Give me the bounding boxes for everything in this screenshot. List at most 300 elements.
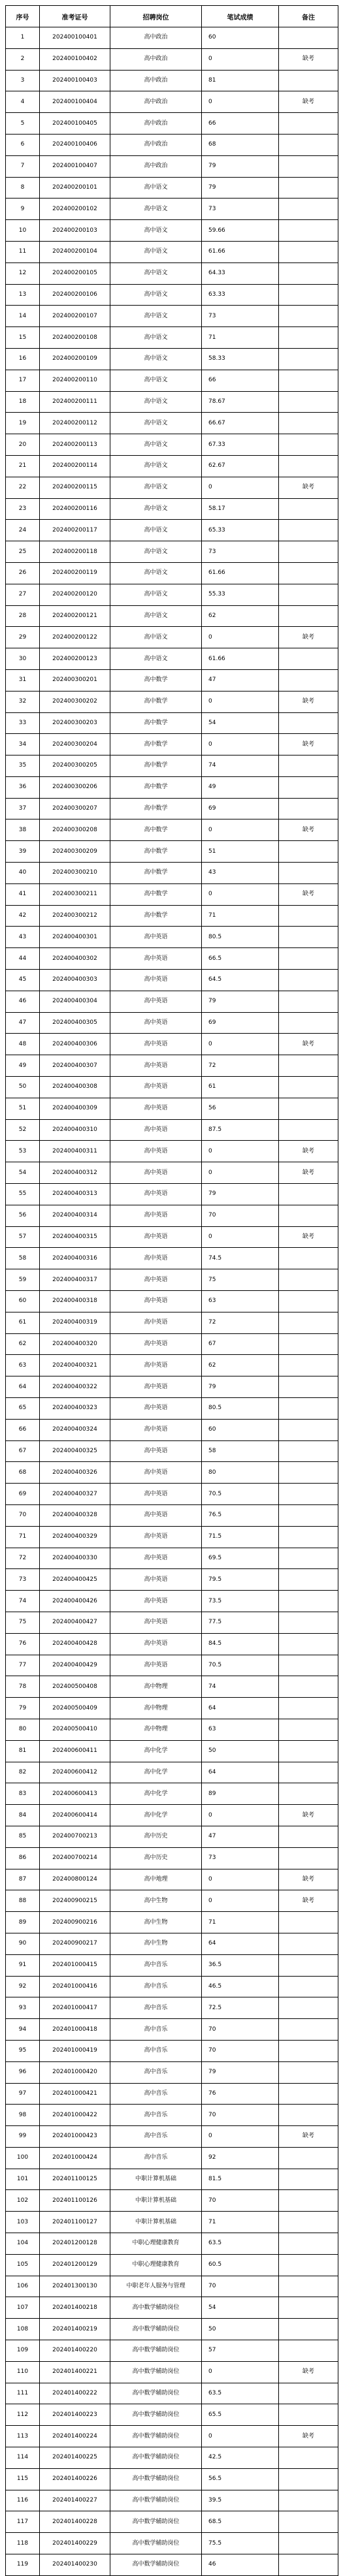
cell-position: 高中音乐 — [110, 2147, 202, 2169]
cell-score: 65.5 — [202, 2404, 279, 2426]
cell-index: 19 — [6, 413, 40, 434]
cell-position: 高中英语 — [110, 1633, 202, 1655]
cell-index: 100 — [6, 2147, 40, 2169]
cell-ticket-number: 202401000418 — [40, 2019, 110, 2041]
cell-position: 高中语文 — [110, 477, 202, 498]
cell-ticket-number: 202401000422 — [40, 2105, 110, 2126]
cell-position: 中职心理健康教育 — [110, 2254, 202, 2276]
cell-score: 77.5 — [202, 1612, 279, 1633]
cell-ticket-number: 202400100402 — [40, 48, 110, 70]
cell-position: 高中语文 — [110, 391, 202, 413]
cell-position: 高中英语 — [110, 1462, 202, 1484]
cell-ticket-number: 202400300209 — [40, 841, 110, 863]
cell-position: 高中英语 — [110, 1655, 202, 1676]
cell-position: 中职计算机基础 — [110, 2190, 202, 2212]
cell-index: 60 — [6, 1291, 40, 1312]
cell-index: 88 — [6, 1890, 40, 1912]
cell-score: 69.5 — [202, 1548, 279, 1569]
cell-remark — [279, 1826, 338, 1847]
table-row — [6, 134, 338, 155]
cell-score: 59.66 — [202, 220, 279, 242]
table-row — [6, 1184, 338, 1205]
cell-index: 8 — [6, 177, 40, 199]
cell-remark — [279, 1184, 338, 1205]
cell-ticket-number: 202400400315 — [40, 1226, 110, 1248]
cell-score: 58.17 — [202, 498, 279, 520]
cell-score: 67 — [202, 1333, 279, 1355]
cell-remark — [279, 1548, 338, 1569]
cell-index: 104 — [6, 2233, 40, 2255]
cell-ticket-number: 202400400427 — [40, 1612, 110, 1633]
cell-position: 高中英语 — [110, 1548, 202, 1569]
table-row — [6, 991, 338, 1012]
cell-remark: 缺考 — [279, 2126, 338, 2148]
cell-remark — [279, 584, 338, 605]
cell-ticket-number: 202401400229 — [40, 2533, 110, 2554]
cell-position: 高中英语 — [110, 1333, 202, 1355]
cell-ticket-number: 202400600414 — [40, 1805, 110, 1826]
table-row — [6, 2233, 338, 2255]
cell-ticket-number: 202400200120 — [40, 584, 110, 605]
cell-score: 0 — [202, 1226, 279, 1248]
cell-score: 63 — [202, 1291, 279, 1312]
cell-score: 65.33 — [202, 520, 279, 541]
cell-position: 高中数学 — [110, 669, 202, 691]
cell-position: 高中音乐 — [110, 1997, 202, 2019]
cell-ticket-number: 202401000419 — [40, 2040, 110, 2061]
table-row — [6, 1012, 338, 1034]
cell-position: 高中英语 — [110, 1205, 202, 1226]
table-row — [6, 541, 338, 563]
cell-ticket-number: 202401000417 — [40, 1997, 110, 2019]
cell-position: 高中语文 — [110, 177, 202, 199]
cell-score: 80.5 — [202, 1398, 279, 1420]
cell-remark — [279, 1633, 338, 1655]
cell-index: 84 — [6, 1805, 40, 1826]
cell-score: 62 — [202, 1355, 279, 1376]
cell-ticket-number: 202401400221 — [40, 2361, 110, 2383]
table-row — [6, 477, 338, 498]
cell-remark — [279, 1119, 338, 1141]
cell-remark: 缺考 — [279, 1226, 338, 1248]
cell-position: 高中数学辅助岗位 — [110, 2554, 202, 2576]
header-row — [6, 6, 338, 27]
cell-index: 107 — [6, 2297, 40, 2319]
table-row — [6, 819, 338, 841]
cell-position: 高中音乐 — [110, 2061, 202, 2083]
header-index: 序号 — [6, 6, 40, 27]
cell-remark — [279, 1762, 338, 1783]
cell-ticket-number: 202400400321 — [40, 1355, 110, 1376]
cell-ticket-number: 202400200115 — [40, 477, 110, 498]
cell-position: 高中数学辅助岗位 — [110, 2361, 202, 2383]
table-row — [6, 1248, 338, 1269]
table-row — [6, 1612, 338, 1633]
cell-index: 66 — [6, 1419, 40, 1440]
table-row — [6, 2468, 338, 2490]
cell-index: 112 — [6, 2404, 40, 2426]
cell-remark: 缺考 — [279, 734, 338, 755]
cell-remark — [279, 1098, 338, 1119]
cell-remark — [279, 970, 338, 991]
table-row — [6, 1269, 338, 1291]
cell-score: 75.5 — [202, 2533, 279, 2554]
cell-ticket-number: 202400200117 — [40, 520, 110, 541]
cell-index: 82 — [6, 1762, 40, 1783]
cell-ticket-number: 202400900215 — [40, 1890, 110, 1912]
cell-index: 65 — [6, 1398, 40, 1420]
cell-position: 高中数学辅助岗位 — [110, 2297, 202, 2319]
table-row — [6, 970, 338, 991]
cell-index: 72 — [6, 1548, 40, 1569]
cell-ticket-number: 202400400309 — [40, 1098, 110, 1119]
cell-score: 68 — [202, 134, 279, 155]
cell-remark — [279, 1912, 338, 1933]
cell-score: 79 — [202, 155, 279, 177]
cell-ticket-number: 202400300206 — [40, 776, 110, 798]
cell-score: 58.33 — [202, 348, 279, 370]
cell-score: 64 — [202, 1762, 279, 1783]
cell-remark: 缺考 — [279, 2426, 338, 2447]
cell-index: 87 — [6, 1869, 40, 1890]
cell-position: 高中数学 — [110, 905, 202, 927]
cell-position: 高中英语 — [110, 1376, 202, 1398]
table-row — [6, 1484, 338, 1505]
table-row — [6, 91, 338, 113]
cell-remark — [279, 1333, 338, 1355]
cell-position: 高中语文 — [110, 241, 202, 262]
header-remark: 备注 — [279, 6, 338, 27]
table-row — [6, 2426, 338, 2447]
cell-index: 111 — [6, 2383, 40, 2404]
cell-remark — [279, 2190, 338, 2212]
cell-position: 高中语文 — [110, 327, 202, 349]
cell-remark — [279, 648, 338, 670]
cell-position: 高中英语 — [110, 1077, 202, 1098]
cell-score: 63.5 — [202, 2383, 279, 2404]
table-row — [6, 1376, 338, 1398]
cell-position: 高中英语 — [110, 970, 202, 991]
cell-score: 61.66 — [202, 241, 279, 262]
cell-position: 高中音乐 — [110, 2083, 202, 2105]
cell-remark — [279, 2212, 338, 2233]
cell-remark — [279, 220, 338, 242]
cell-ticket-number: 202400300207 — [40, 798, 110, 819]
table-row — [6, 520, 338, 541]
cell-score: 0 — [202, 883, 279, 905]
cell-index: 59 — [6, 1269, 40, 1291]
cell-score: 79 — [202, 991, 279, 1012]
cell-position: 高中政治 — [110, 113, 202, 135]
cell-index: 101 — [6, 2169, 40, 2190]
table-row — [6, 1676, 338, 1698]
table-row — [6, 1826, 338, 1847]
cell-score: 71 — [202, 905, 279, 927]
cell-position: 高中数学 — [110, 841, 202, 863]
table-row — [6, 155, 338, 177]
table-row — [6, 841, 338, 863]
table-row — [6, 1569, 338, 1591]
cell-score: 72 — [202, 1312, 279, 1333]
cell-index: 77 — [6, 1655, 40, 1676]
cell-index: 110 — [6, 2361, 40, 2383]
cell-remark — [279, 2297, 338, 2319]
cell-position: 高中语文 — [110, 455, 202, 477]
table-row — [6, 1719, 338, 1740]
cell-remark — [279, 712, 338, 734]
cell-ticket-number: 202400100407 — [40, 155, 110, 177]
cell-index: 109 — [6, 2340, 40, 2362]
table-row — [6, 2490, 338, 2511]
cell-position: 高中政治 — [110, 27, 202, 49]
table-row — [6, 863, 338, 884]
cell-score: 87.5 — [202, 1119, 279, 1141]
table-row — [6, 1119, 338, 1141]
cell-score: 0 — [202, 1805, 279, 1826]
cell-index: 5 — [6, 113, 40, 135]
cell-score: 74.5 — [202, 1248, 279, 1269]
cell-remark — [279, 1462, 338, 1484]
table-row — [6, 584, 338, 605]
cell-ticket-number: 202400400429 — [40, 1655, 110, 1676]
cell-score: 64.33 — [202, 262, 279, 284]
table-row — [6, 1655, 338, 1676]
cell-position: 高中语文 — [110, 605, 202, 627]
table-row — [6, 648, 338, 670]
cell-score: 68.5 — [202, 2511, 279, 2533]
cell-position: 高中历史 — [110, 1847, 202, 1869]
table-row — [6, 1398, 338, 1420]
cell-score: 71 — [202, 327, 279, 349]
cell-remark — [279, 927, 338, 948]
table-row — [6, 220, 338, 242]
cell-remark — [279, 1997, 338, 2019]
cell-ticket-number: 202400300203 — [40, 712, 110, 734]
cell-index: 98 — [6, 2105, 40, 2126]
cell-ticket-number: 202400400425 — [40, 1569, 110, 1591]
cell-index: 116 — [6, 2490, 40, 2511]
cell-position: 高中数学辅助岗位 — [110, 2468, 202, 2490]
cell-position: 高中英语 — [110, 1012, 202, 1034]
cell-remark — [279, 1612, 338, 1633]
cell-remark — [279, 2276, 338, 2297]
cell-position: 高中音乐 — [110, 2105, 202, 2126]
cell-index: 92 — [6, 1976, 40, 1997]
cell-ticket-number: 202401400230 — [40, 2554, 110, 2576]
cell-index: 69 — [6, 1484, 40, 1505]
cell-remark: 缺考 — [279, 691, 338, 712]
cell-position: 高中音乐 — [110, 2019, 202, 2041]
cell-score: 80.5 — [202, 927, 279, 948]
cell-position: 高中数学辅助岗位 — [110, 2319, 202, 2340]
table-row — [6, 1698, 338, 1719]
cell-ticket-number: 202400400428 — [40, 1633, 110, 1655]
cell-ticket-number: 202401400219 — [40, 2319, 110, 2340]
cell-position: 高中数学辅助岗位 — [110, 2426, 202, 2447]
cell-position: 高中英语 — [110, 1034, 202, 1055]
table-row — [6, 262, 338, 284]
cell-position: 高中语文 — [110, 370, 202, 391]
table-row — [6, 2383, 338, 2404]
table-row — [6, 1504, 338, 1526]
cell-position: 高中音乐 — [110, 1954, 202, 1976]
cell-ticket-number: 202400200103 — [40, 220, 110, 242]
cell-ticket-number: 202400200102 — [40, 199, 110, 220]
cell-position: 中职计算机基础 — [110, 2169, 202, 2190]
cell-ticket-number: 202400400312 — [40, 1162, 110, 1184]
cell-position: 高中英语 — [110, 1269, 202, 1291]
cell-index: 2 — [6, 48, 40, 70]
cell-remark — [279, 2490, 338, 2511]
cell-ticket-number: 202400400329 — [40, 1526, 110, 1548]
cell-remark — [279, 498, 338, 520]
cell-score: 60 — [202, 1419, 279, 1440]
cell-remark — [279, 948, 338, 970]
cell-score: 0 — [202, 691, 279, 712]
table-row — [6, 562, 338, 584]
table-row — [6, 455, 338, 477]
cell-index: 47 — [6, 1012, 40, 1034]
cell-score: 62 — [202, 605, 279, 627]
cell-score: 0 — [202, 2126, 279, 2148]
cell-score: 70.5 — [202, 1484, 279, 1505]
cell-score: 56.5 — [202, 2468, 279, 2490]
cell-ticket-number: 202401000423 — [40, 2126, 110, 2148]
cell-index: 15 — [6, 327, 40, 349]
cell-remark: 缺考 — [279, 2361, 338, 2383]
cell-position: 高中英语 — [110, 1055, 202, 1077]
cell-index: 94 — [6, 2019, 40, 2041]
cell-index: 51 — [6, 1098, 40, 1119]
cell-index: 56 — [6, 1205, 40, 1226]
cell-index: 36 — [6, 776, 40, 798]
table-row — [6, 1055, 338, 1077]
cell-ticket-number: 202400400301 — [40, 927, 110, 948]
cell-remark — [279, 520, 338, 541]
cell-score: 66.5 — [202, 948, 279, 970]
cell-remark — [279, 1269, 338, 1291]
cell-score: 0 — [202, 1890, 279, 1912]
cell-index: 10 — [6, 220, 40, 242]
cell-remark — [279, 199, 338, 220]
cell-position: 高中语文 — [110, 284, 202, 306]
cell-ticket-number: 202401200129 — [40, 2254, 110, 2276]
cell-position: 高中政治 — [110, 155, 202, 177]
cell-position: 高中语文 — [110, 199, 202, 220]
cell-index: 4 — [6, 91, 40, 113]
cell-ticket-number: 202400200119 — [40, 562, 110, 584]
cell-remark — [279, 2319, 338, 2340]
cell-score: 70 — [202, 2019, 279, 2041]
cell-position: 高中政治 — [110, 91, 202, 113]
cell-index: 23 — [6, 498, 40, 520]
cell-ticket-number: 202400400305 — [40, 1012, 110, 1034]
table-row — [6, 1591, 338, 1612]
cell-remark — [279, 1248, 338, 1269]
cell-score: 75 — [202, 1269, 279, 1291]
cell-index: 97 — [6, 2083, 40, 2105]
cell-score: 0 — [202, 1869, 279, 1890]
cell-ticket-number: 202400200105 — [40, 262, 110, 284]
cell-ticket-number: 202400200114 — [40, 455, 110, 477]
table-row — [6, 1226, 338, 1248]
table-row — [6, 2061, 338, 2083]
cell-score: 47 — [202, 1826, 279, 1847]
cell-remark — [279, 991, 338, 1012]
cell-ticket-number: 202401400223 — [40, 2404, 110, 2426]
cell-index: 26 — [6, 562, 40, 584]
cell-ticket-number: 202400400313 — [40, 1184, 110, 1205]
cell-ticket-number: 202400300205 — [40, 755, 110, 777]
cell-index: 91 — [6, 1954, 40, 1976]
cell-remark: 缺考 — [279, 627, 338, 648]
cell-ticket-number: 202400400325 — [40, 1440, 110, 1462]
cell-index: 9 — [6, 199, 40, 220]
cell-ticket-number: 202400400306 — [40, 1034, 110, 1055]
cell-index: 41 — [6, 883, 40, 905]
cell-ticket-number: 202400200122 — [40, 627, 110, 648]
cell-ticket-number: 202400200116 — [40, 498, 110, 520]
cell-remark — [279, 798, 338, 819]
cell-index: 50 — [6, 1077, 40, 1098]
table-row — [6, 1954, 338, 1976]
cell-ticket-number: 202400400308 — [40, 1077, 110, 1098]
cell-index: 99 — [6, 2126, 40, 2148]
cell-index: 119 — [6, 2554, 40, 2576]
cell-score: 70 — [202, 2040, 279, 2061]
cell-position: 高中语文 — [110, 413, 202, 434]
table-row — [6, 1312, 338, 1333]
table-row — [6, 2147, 338, 2169]
cell-ticket-number: 202400400310 — [40, 1119, 110, 1141]
cell-score: 73 — [202, 541, 279, 563]
table-row — [6, 413, 338, 434]
cell-ticket-number: 202400400316 — [40, 1248, 110, 1269]
table-row — [6, 1912, 338, 1933]
cell-remark — [279, 1847, 338, 1869]
cell-remark — [279, 370, 338, 391]
table-row — [6, 927, 338, 948]
cell-position: 高中英语 — [110, 1355, 202, 1376]
cell-ticket-number: 202400100405 — [40, 113, 110, 135]
table-row — [6, 905, 338, 927]
cell-position: 高中生物 — [110, 1933, 202, 1954]
table-row — [6, 1440, 338, 1462]
table-row — [6, 2169, 338, 2190]
cell-index: 81 — [6, 1740, 40, 1762]
table-row — [6, 2212, 338, 2233]
cell-score: 47 — [202, 669, 279, 691]
cell-index: 96 — [6, 2061, 40, 2083]
cell-index: 118 — [6, 2533, 40, 2554]
cell-ticket-number: 202401100126 — [40, 2190, 110, 2212]
cell-remark: 缺考 — [279, 1141, 338, 1162]
cell-position: 高中数学 — [110, 712, 202, 734]
table-row — [6, 1077, 338, 1098]
cell-score: 64 — [202, 1698, 279, 1719]
score-sheet — [5, 5, 338, 2576]
cell-score: 73 — [202, 1847, 279, 1869]
cell-score: 0 — [202, 734, 279, 755]
cell-remark — [279, 1291, 338, 1312]
cell-position: 高中英语 — [110, 991, 202, 1012]
cell-remark — [279, 391, 338, 413]
table-row — [6, 1098, 338, 1119]
cell-ticket-number: 202400400314 — [40, 1205, 110, 1226]
cell-remark: 缺考 — [279, 1162, 338, 1184]
table-row — [6, 1805, 338, 1826]
cell-position: 高中英语 — [110, 1119, 202, 1141]
